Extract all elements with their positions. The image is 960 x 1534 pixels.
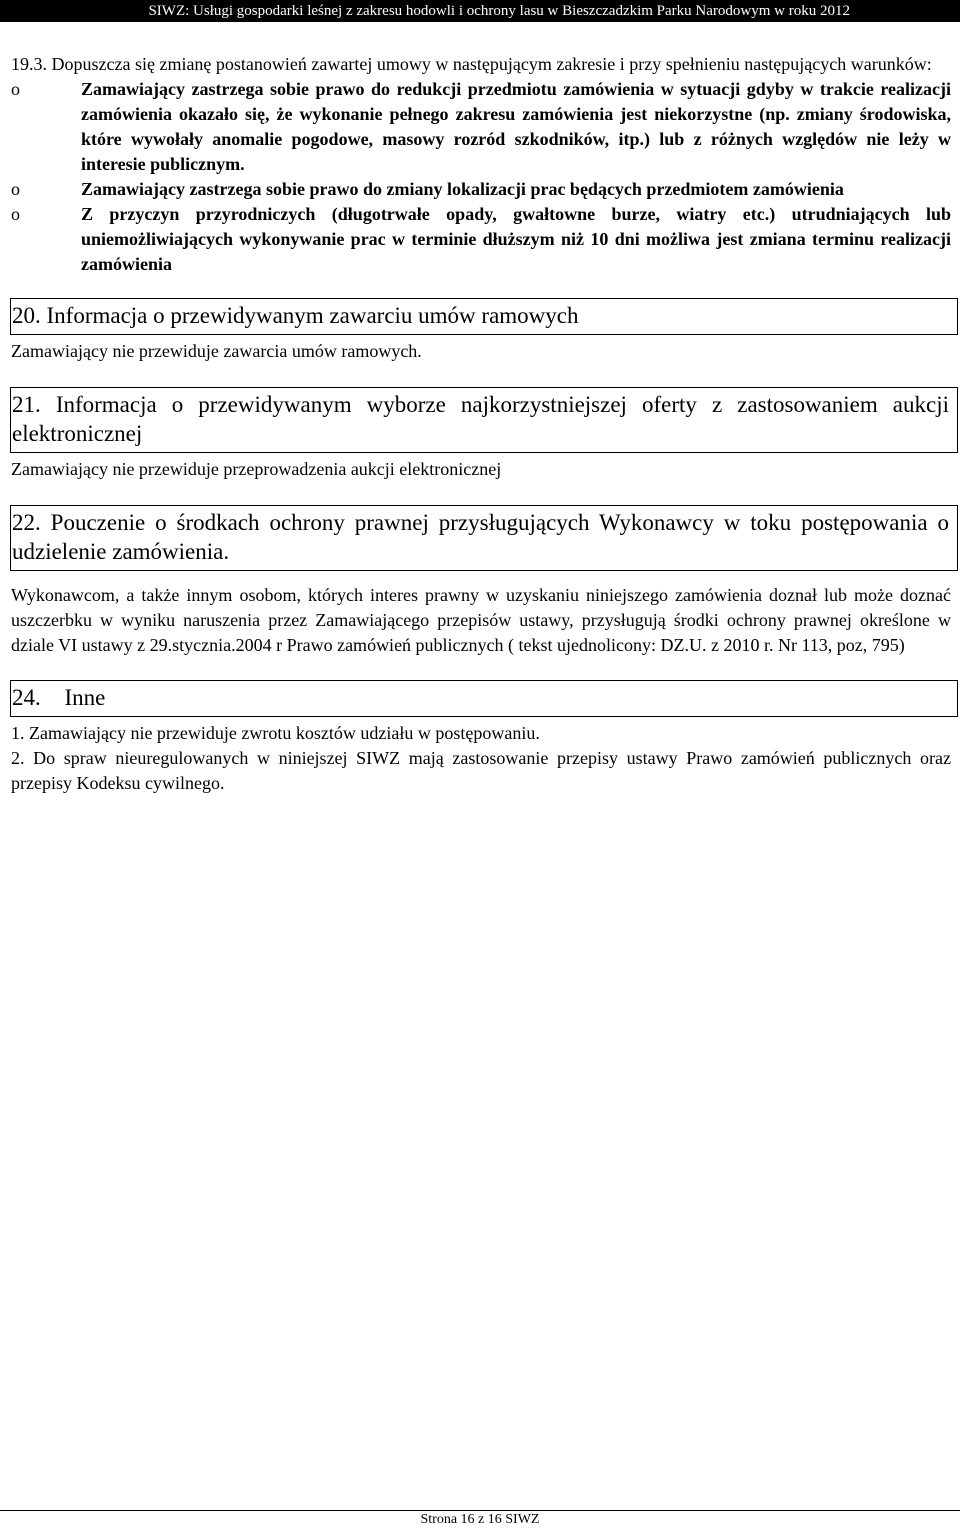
section-title: Inne (64, 685, 106, 710)
footer-divider (0, 1510, 960, 1511)
section-22-body: Wykonawcom, a także innym osobom, których interes prawny w uzyskaniu niniejszego zamówienia doznał lub może doznać uszczerbku w wyniku naruszenia przez Zamawiającego przepisów ustawy, przysługują środki ochrony prawnej określone w dziale VI ustawy z 29.stycznia.2004 r Prawo zamówień publicznych ( tekst ujednolicony: DZ.U. z 2010 r. Nr 113, poz, 795) (11, 585, 951, 655)
intro-text: Dopuszcza się zmianę postanowień zawartej umowy w następującym zakresie i przy spełnieniu następujących warunków: (51, 54, 932, 74)
section-number: 21. (12, 392, 41, 417)
intro-number: 19.3. (11, 54, 47, 74)
section-24-item-2: 2. Do spraw nieuregulowanych w niniejszej SIWZ mają zastosowanie przepisy ustawy Prawo zamówień publicznych oraz przepisy Kodeksu cywilnego. (11, 748, 951, 793)
section-24-item-1: 1. Zamawiający nie przewiduje zwrotu kosztów udziału w postępowaniu. (11, 723, 540, 743)
section-20-body: Zamawiający nie przewiduje zawarcia umów ramowych. (11, 341, 422, 361)
section-22-heading (10, 505, 958, 571)
list-item (11, 77, 951, 177)
section-title: Informacja o przewidywanym zawarciu umów ramowych (46, 303, 579, 328)
section-number: 20. (12, 303, 41, 328)
bullet-text: Zamawiający zastrzega sobie prawo do redukcji przedmiotu zamówienia w sytuacji gdyby w trakcie realizacji zamówienia okazało się, że wykonanie pełnego zakresu zamówienia jest niekorzystne (np. zmiany środowiska, które wywołały anomalie pogodowe, masowy rozród szkodników, itp.) lub z różnych względów nie leży w interesie publicznym. (81, 79, 951, 174)
header-title: SIWZ: Usługi gospodarki leśnej z zakresu hodowli i ochrony lasu w Bieszczadzkim Parku Narodowym w roku 2012 (148, 3, 850, 19)
conditions-list (11, 77, 951, 277)
section-20-heading (10, 298, 958, 335)
section-title: Informacja o przewidywanym wyborze najkorzystniejszej oferty z zastosowaniem aukcji elektronicznej (12, 392, 950, 446)
section-number: 24. (12, 685, 41, 710)
page-footer (0, 1512, 960, 1528)
list-item (11, 177, 951, 202)
section-21-body: Zamawiający nie przewiduje przeprowadzenia aukcji elektronicznej (11, 459, 502, 479)
document-header (0, 0, 960, 22)
section-24-heading (10, 680, 958, 717)
section-21-heading (10, 387, 958, 453)
page-number: Strona 16 z 16 SIWZ (420, 1512, 540, 1527)
list-item (11, 202, 951, 277)
bullet-mark: o (11, 204, 20, 224)
section-number: 22. (12, 510, 41, 535)
bullet-text: Zamawiający zastrzega sobie prawo do zmiany lokalizacji prac będących przedmiotem zamówienia (81, 179, 844, 199)
section-title: Pouczenie o środkach ochrony prawnej przysługujących Wykonawcy w toku postępowania o udzielenie zamówienia. (12, 510, 949, 564)
intro-paragraph (11, 52, 951, 77)
bullet-text: Z przyczyn przyrodniczych (długotrwałe opady, gwałtowne burze, wiatry etc.) utrudniających lub uniemożliwiających wykonywanie prac w terminie dłuższym niż 10 dni możliwa jest zmiana terminu realizacji zamówienia (81, 204, 951, 274)
bullet-mark: o (11, 179, 20, 199)
page-content (11, 52, 951, 796)
bullet-mark: o (11, 79, 20, 99)
